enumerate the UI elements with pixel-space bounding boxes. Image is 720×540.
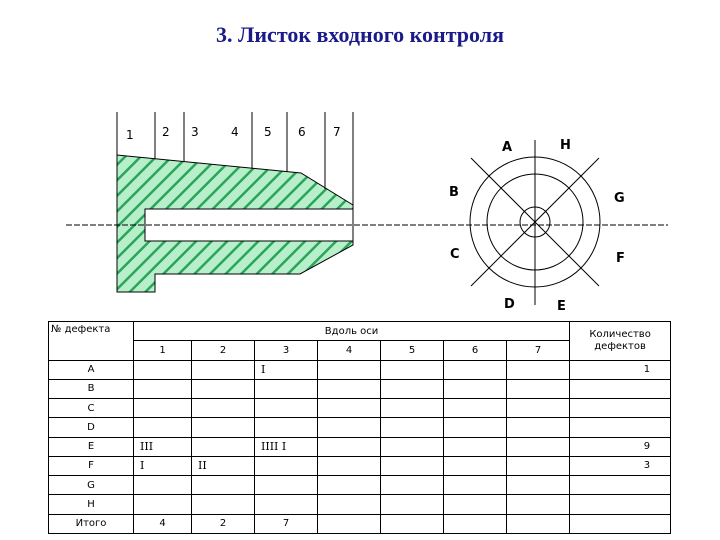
tally-cell (381, 418, 444, 437)
row-total (570, 379, 671, 398)
tally-cell (318, 437, 381, 456)
part-section (117, 155, 353, 292)
totals-cell: 2 (192, 514, 255, 533)
direction-label-h: H (560, 138, 571, 153)
tally-cell (507, 399, 570, 418)
row-total (570, 495, 671, 514)
direction-label-f: F (616, 251, 625, 266)
tally-cell (318, 476, 381, 495)
direction-label-c: C (450, 247, 460, 262)
table-row (49, 476, 671, 495)
header-along-axis: Вдоль оси (134, 322, 570, 341)
tally-cell (134, 360, 192, 379)
direction-label-g: G (614, 191, 625, 206)
tally-cell (192, 437, 255, 456)
totals-cell (444, 514, 507, 533)
section-number-6: 6 (298, 125, 306, 139)
table-row (49, 379, 671, 398)
row-label: B (49, 379, 134, 398)
tally-cell (444, 360, 507, 379)
tally-cell (255, 379, 318, 398)
direction-label-d: D (504, 297, 515, 312)
row-label: A (49, 360, 134, 379)
tally-cell (192, 379, 255, 398)
tally-cell (381, 360, 444, 379)
totals-cell (507, 514, 570, 533)
header-section: 2 (192, 341, 255, 360)
totals-label: Итого (49, 514, 134, 533)
tally-cell (444, 495, 507, 514)
section-number-4: 4 (231, 125, 239, 139)
tally-cell (318, 360, 381, 379)
tally-cell (134, 418, 192, 437)
tally-cell (192, 495, 255, 514)
tally-cell (444, 456, 507, 475)
tally-cell (192, 476, 255, 495)
tally-cell (444, 418, 507, 437)
totals-cell (381, 514, 444, 533)
tally-cell (444, 379, 507, 398)
table-row (49, 360, 671, 379)
tally-cell (381, 476, 444, 495)
tally-cell (255, 495, 318, 514)
tally-cell (507, 379, 570, 398)
direction-label-e: E (557, 299, 566, 314)
table-row (49, 418, 671, 437)
tally-cell (507, 418, 570, 437)
direction-label-a: A (502, 140, 513, 155)
tally-cell (507, 437, 570, 456)
row-total (570, 418, 671, 437)
tally-cell (318, 418, 381, 437)
header-section: 4 (318, 341, 381, 360)
row-label: F (49, 456, 134, 475)
tally-cell: IIII I (255, 437, 318, 456)
row-total: 3 (570, 456, 671, 475)
page-title: 3. Листок входного контроля (215, 22, 504, 47)
header-section: 1 (134, 341, 192, 360)
tally-cell (318, 495, 381, 514)
tally-cell (381, 437, 444, 456)
table-row (49, 495, 671, 514)
tally-cell (134, 379, 192, 398)
totals-cell: 4 (134, 514, 192, 533)
header-section: 3 (255, 341, 318, 360)
tally-cell (507, 456, 570, 475)
row-total: 9 (570, 437, 671, 456)
totals-cell (318, 514, 381, 533)
tally-cell (255, 456, 318, 475)
tally-cell (507, 360, 570, 379)
row-label: H (49, 495, 134, 514)
table-row (49, 437, 671, 456)
table-row (49, 399, 671, 418)
tally-cell (134, 476, 192, 495)
row-total: 1 (570, 360, 671, 379)
tally-cell (134, 399, 192, 418)
section-number-7: 7 (333, 125, 341, 139)
header-section: 5 (381, 341, 444, 360)
section-number-5: 5 (264, 125, 272, 139)
tally-cell (192, 360, 255, 379)
tally-cell (192, 418, 255, 437)
tally-cell (255, 476, 318, 495)
header-defect-no: № дефекта (49, 322, 134, 361)
tally-cell (381, 495, 444, 514)
tally-cell (318, 456, 381, 475)
tally-cell (507, 495, 570, 514)
row-label: E (49, 437, 134, 456)
row-total (570, 399, 671, 418)
row-label: C (49, 399, 134, 418)
totals-total (570, 514, 671, 533)
tally-cell (381, 456, 444, 475)
tally-cell (255, 399, 318, 418)
tally-cell: I (255, 360, 318, 379)
totals-cell: 7 (255, 514, 318, 533)
row-total (570, 476, 671, 495)
tally-cell (318, 379, 381, 398)
header-count: Количество дефектов (570, 322, 671, 361)
tally-cell (381, 379, 444, 398)
tally-cell (507, 476, 570, 495)
cross-section (470, 140, 600, 305)
table-row (49, 456, 671, 475)
tally-cell (318, 399, 381, 418)
totals-row (49, 514, 671, 533)
defect-table (48, 321, 671, 534)
tally-cell: III (134, 437, 192, 456)
tally-cell: II (192, 456, 255, 475)
tally-cell (444, 437, 507, 456)
tally-cell: I (134, 456, 192, 475)
bore (145, 209, 353, 241)
tally-cell (444, 399, 507, 418)
tally-cell (444, 476, 507, 495)
tally-cell (134, 495, 192, 514)
direction-label-b: B (449, 185, 459, 200)
header-section: 6 (444, 341, 507, 360)
tally-cell (255, 418, 318, 437)
section-number-3: 3 (191, 125, 199, 139)
row-label: G (49, 476, 134, 495)
tally-cell (192, 399, 255, 418)
section-number-2: 2 (162, 125, 170, 139)
section-number-1: 1 (126, 128, 134, 142)
tally-cell (381, 399, 444, 418)
row-label: D (49, 418, 134, 437)
header-section: 7 (507, 341, 570, 360)
